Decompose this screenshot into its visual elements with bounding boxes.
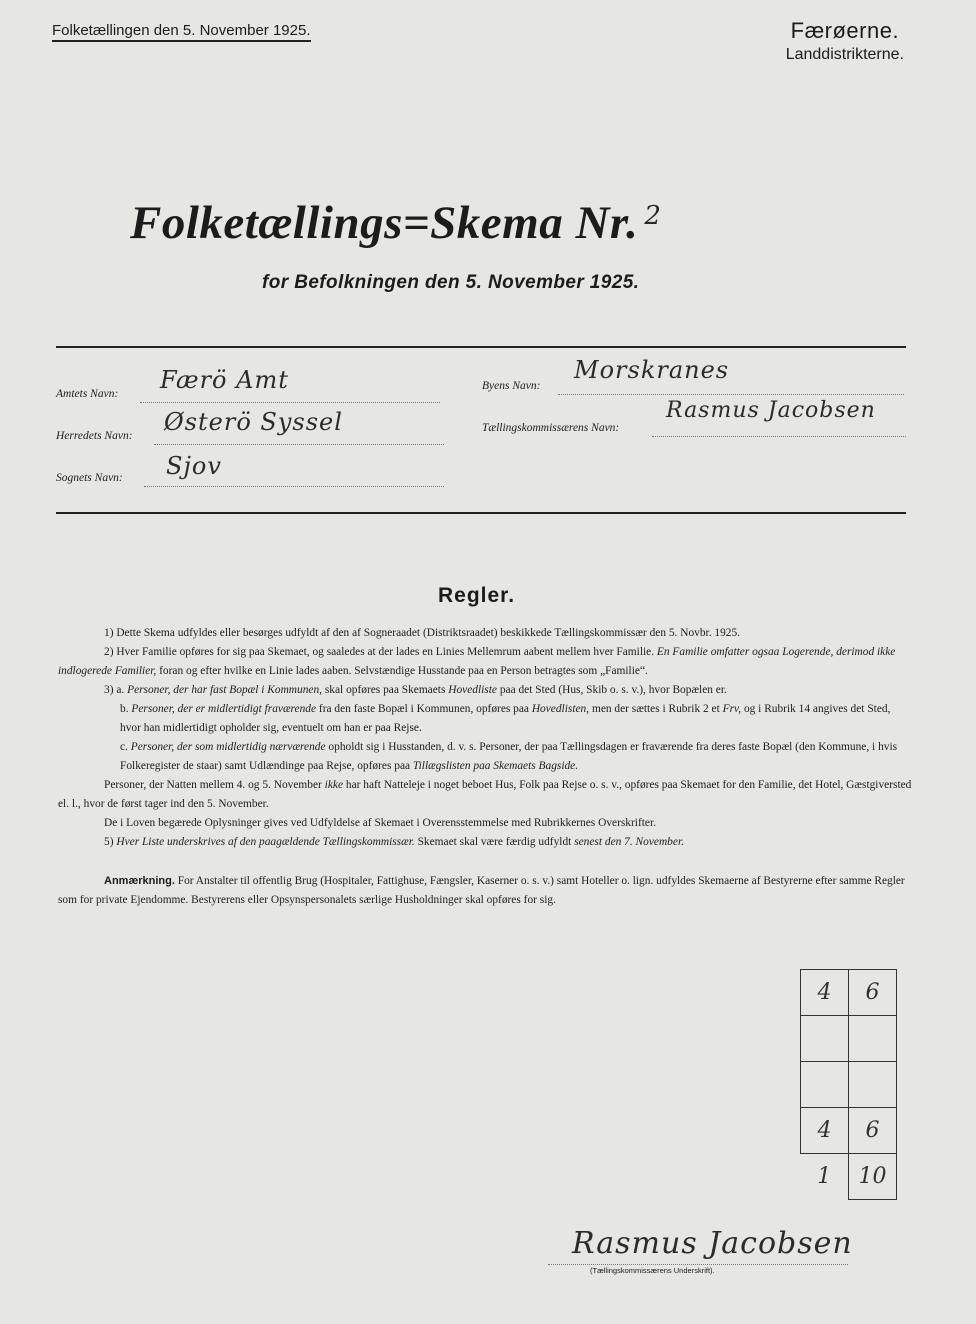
divider-bottom [56, 512, 906, 514]
tally-row [801, 1062, 897, 1108]
rule-3a-num: 3) a. [104, 684, 125, 696]
by-line [558, 394, 904, 395]
tally-value: 10 [858, 1164, 887, 1189]
rules-heading: Regler. [438, 584, 516, 607]
by-label: Byens Navn: [482, 380, 541, 392]
rule-3b-num: b. [120, 703, 129, 715]
amt-label: Amtets Navn: [56, 388, 119, 400]
tally-value: 4 [817, 1118, 832, 1143]
tally-cell [801, 1108, 849, 1154]
rule-3c-text: opholdt sig i Husstanden, d. v. s. Personer, der paa Tællingsdagen er fraværende fra deres faste Bopæl (den Kommune, i hvis Folkeregister de staar) samt Udlændinge paa Rejse, opføres paa [120, 741, 898, 772]
sogn-line [144, 486, 444, 487]
rule-3b-emphasis: Personer, der er midlertidigt fraværende [131, 703, 317, 715]
tally-cell [801, 1016, 849, 1062]
rule-3a-emphasis: Personer, der har fast Bopæl i Kommunen, [127, 684, 323, 696]
rule-3a-rest: paa det Sted (Hus, Skib o. s. v.), hvor Bopælen er. [499, 684, 727, 696]
rule-3c-num: c. [120, 741, 128, 753]
tally-cell [849, 1108, 897, 1154]
tally-cell [801, 1154, 849, 1200]
rule-6-emphasis: Hver Liste underskrives af den paagældende Tællingskommissær. [116, 836, 415, 848]
rule-3c [58, 738, 914, 776]
rule-3b-hovedlisten: Hovedlisten, [531, 703, 590, 715]
form-title [130, 196, 661, 250]
form-subtitle: for Befolkningen den 5. November 1925. [262, 272, 640, 293]
rule-3c-tillaegslisten: Tillægslisten paa Skemaets Bagside. [412, 760, 579, 772]
rule-3b-frv: Frv, [722, 703, 742, 715]
rule-6-text: Skemaet skal være færdig udfyldt [417, 836, 572, 848]
rules-body [58, 624, 914, 852]
herred-label: Herredets Navn: [56, 430, 133, 442]
tally-value: 4 [817, 980, 832, 1005]
rule-3a [58, 681, 914, 700]
rule-4-text: Personer, der Natten mellem 4. og 5. November [104, 779, 322, 791]
note-label: Anmærkning. [104, 875, 175, 887]
kommissaer-value: Rasmus Jacobsen [666, 398, 876, 423]
tally-cell [801, 970, 849, 1016]
rule-3b-text2: men der sættes i Rubrik 2 et [591, 703, 720, 715]
sogn-label: Sognets Navn: [56, 472, 123, 484]
rule-4 [58, 776, 914, 814]
rule-5: De i Loven begærede Oplysninger gives ved Udfyldelse af Skemaet i Overensstemmelse med Rubrikkernes Overskrifter. [104, 817, 656, 829]
herred-line [154, 444, 444, 445]
census-date-header: Folketællingen den 5. November 1925. [52, 22, 311, 42]
tally-box [800, 969, 897, 1200]
tally-cell [849, 1154, 897, 1200]
region-name: Færøerne. [790, 18, 900, 43]
sogn-value: Sjov [166, 452, 222, 480]
region-header [786, 18, 904, 64]
herred-value: Østerö Syssel [164, 408, 343, 436]
rule-3a-text: skal opføres paa Skemaets [324, 684, 446, 696]
divider-top [56, 346, 906, 348]
tally-row [801, 1016, 897, 1062]
note-text: For Anstalter til offentlig Brug (Hospitaler, Fattighuse, Fængsler, Kaserner o. s. v.) samt Hoteller o. lign. udfyldes Skemaerne af Bestyrerne efter samme Regler som for private Ejendomme. Bestyrerens eller Opsynspersonalets særlige Husholdninger skal opføres for sig. [58, 875, 905, 906]
rule-3a-hovedliste: Hovedliste [448, 684, 497, 696]
rule-3b-text: fra den faste Bopæl i Kommunen, opføres paa [318, 703, 529, 715]
district-name: Landdistrikterne. [785, 46, 904, 63]
tally-cell [849, 1062, 897, 1108]
signature: Rasmus Jacobsen [572, 1226, 853, 1261]
tally-cell [801, 1062, 849, 1108]
kommissaer-label: Tællingskommissærens Navn: [482, 422, 620, 434]
rule-4-rest: har haft Natteleje i noget beboet Hus, Folk paa Rejse o. s. v., opføres paa Skemaet for den Familie, det Hotel, Gæstgiversted el. l., hvor de først tager ind den 5. November. [58, 779, 912, 810]
rule-2-emphasis: En Familie omfatter ogsaa Logerende, derimod ikke indlogerede Familier, [58, 646, 896, 677]
tally-cell [849, 1016, 897, 1062]
tally-cell [849, 970, 897, 1016]
rule-6 [58, 833, 914, 852]
form-number: 2 [644, 201, 662, 231]
rule-3b-rest: og i Rubrik 14 angives det Sted, hvor han midlertidigt opholder sig, eventuelt om han er paa Rejse. [120, 703, 891, 734]
rule-2 [58, 643, 914, 681]
kommissaer-line [652, 436, 906, 437]
tally-row [801, 1154, 897, 1200]
rule-3b [58, 700, 914, 738]
rule-4-ikke: ikke [324, 779, 344, 791]
tally-value: 6 [865, 980, 880, 1005]
amt-line [140, 402, 440, 403]
tally-row [801, 1108, 897, 1154]
rule-2-text: 2) Hver Familie opføres for sig paa Skemaet, og saaledes at der lades en Linies Mellemrum aabent mellem hver Familie. [104, 646, 655, 658]
rule-2-rest: foran og efter hvilke en Linie lades aaben. Selvstændige Husstande paa en Person betragtes som „Familie“. [159, 665, 648, 677]
by-value: Morskranes [574, 356, 730, 384]
note-paragraph [58, 872, 914, 910]
rule-3c-emphasis: Personer, der som midlertidig nærværende [130, 741, 326, 753]
rule-6-deadline: senest den 7. November. [574, 836, 684, 848]
form-title-text: Folketællings=Skema Nr. [130, 197, 639, 249]
rule-6-num: 5) [104, 836, 114, 848]
signature-caption: (Tællingskommissærens Underskrift). [590, 1266, 715, 1275]
tally-value: 6 [865, 1118, 880, 1143]
tally-value: 1 [817, 1164, 832, 1190]
signature-line [548, 1264, 848, 1265]
rule-1: 1) Dette Skema udfyldes eller besørges udfyldt af den af Sogneraadet (Distriktsraadet) beskikkede Tællingskommissær den 5. Novbr. 1925. [104, 627, 741, 639]
tally-row [801, 970, 897, 1016]
amt-value: Færö Amt [160, 366, 289, 394]
